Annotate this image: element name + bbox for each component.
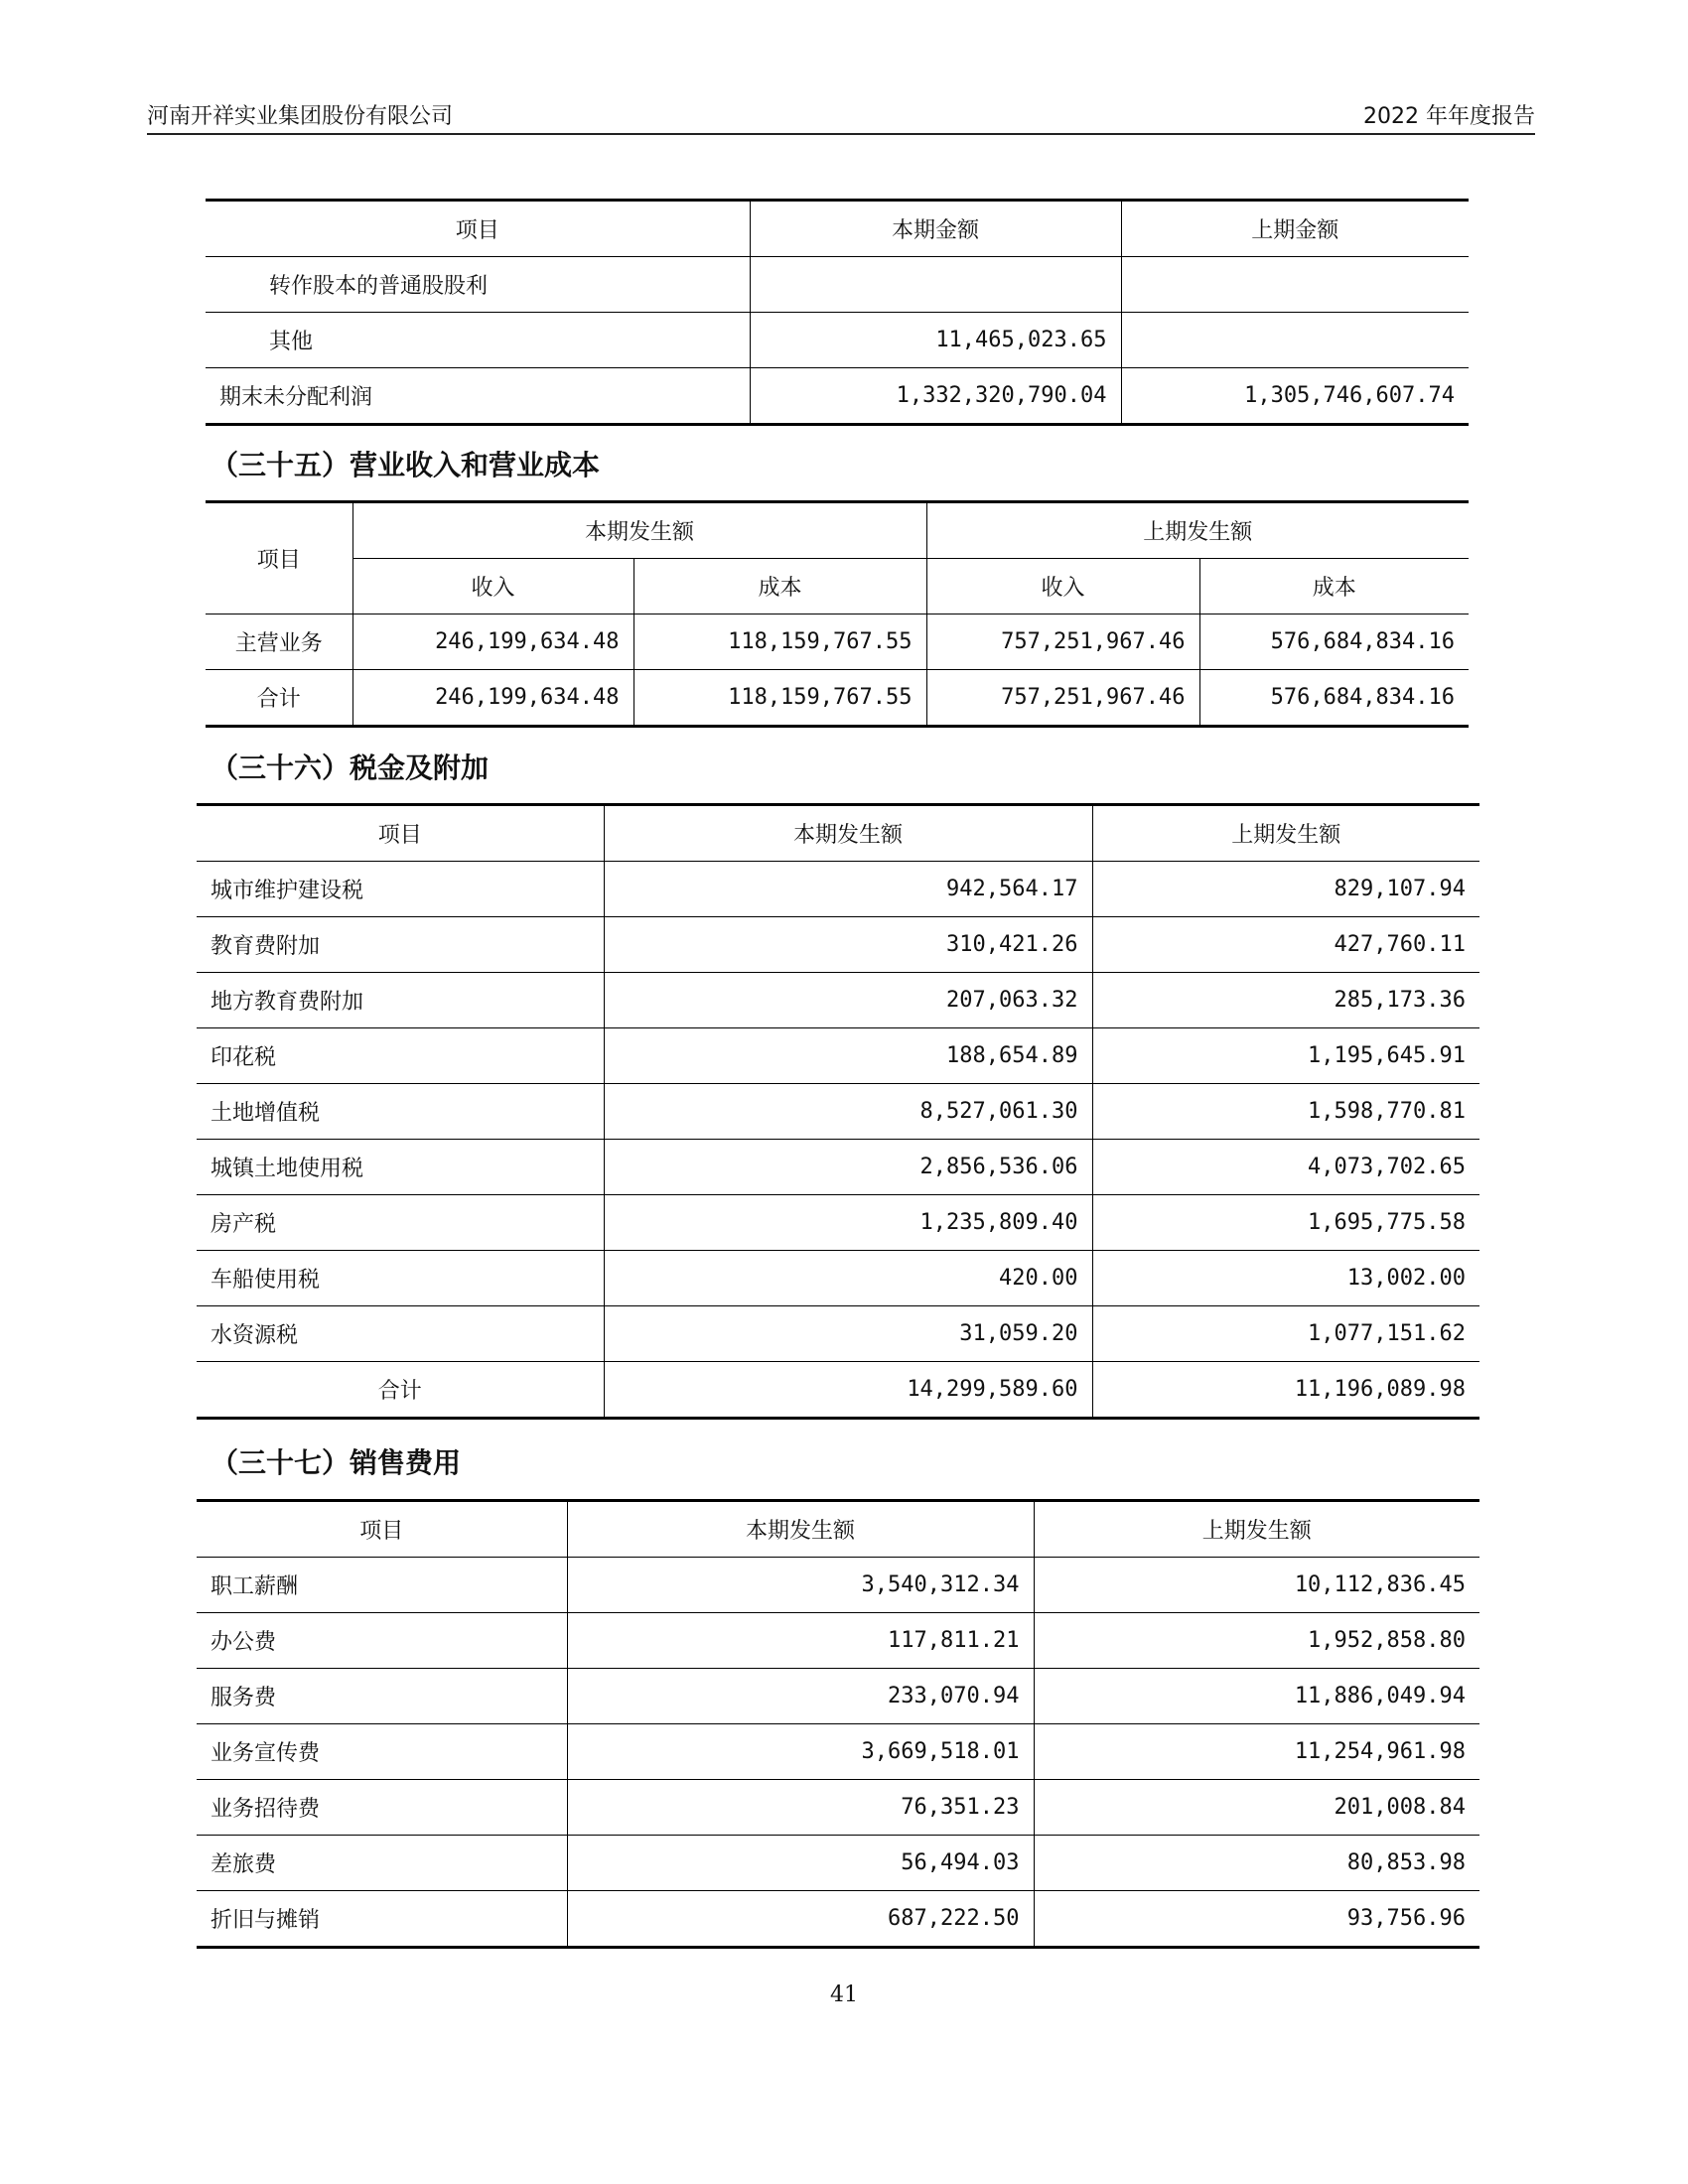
table-row	[197, 1891, 1479, 1948]
previous-amount: 80,853.98	[1034, 1836, 1479, 1891]
page-header	[147, 95, 1535, 135]
previous-amount: 1,195,645.91	[1092, 1028, 1479, 1084]
row-label: 房产税	[197, 1195, 604, 1251]
previous-cost: 576,684,834.16	[1199, 670, 1469, 727]
previous-amount: 201,008.84	[1034, 1780, 1479, 1836]
row-label: 办公费	[197, 1613, 567, 1669]
row-label: 业务宣传费	[197, 1724, 567, 1780]
current-amount: 207,063.32	[604, 973, 1092, 1028]
row-label: 业务招待费	[197, 1780, 567, 1836]
table-row	[197, 1780, 1479, 1836]
col-header-previous: 上期金额	[1121, 201, 1469, 257]
col-header-current: 本期发生额	[567, 1501, 1034, 1558]
previous-amount: 1,598,770.81	[1092, 1084, 1479, 1140]
table-row	[197, 1028, 1479, 1084]
section-title-36: （三十六）税金及附加	[211, 751, 490, 784]
previous-amount: 4,073,702.65	[1092, 1140, 1479, 1195]
table-taxes	[197, 803, 1479, 1420]
previous-amount: 13,002.00	[1092, 1251, 1479, 1306]
table-row	[197, 1613, 1479, 1669]
table-row	[206, 257, 1469, 313]
row-label: 转作股本的普通股股利	[206, 257, 750, 313]
current-cost: 118,159,767.55	[633, 670, 926, 727]
table-row	[197, 1836, 1479, 1891]
previous-income: 757,251,967.46	[926, 614, 1199, 670]
company-name: 河南开祥实业集团股份有限公司	[147, 104, 454, 129]
current-cost: 118,159,767.55	[633, 614, 926, 670]
table-row	[197, 862, 1479, 917]
current-amount: 687,222.50	[567, 1891, 1034, 1948]
previous-amount: 285,173.36	[1092, 973, 1479, 1028]
table-row	[206, 313, 1469, 368]
row-label: 车船使用税	[197, 1251, 604, 1306]
col-header-current: 本期发生额	[352, 502, 926, 559]
row-label: 土地增值税	[197, 1084, 604, 1140]
previous-amount: 11,886,049.94	[1034, 1669, 1479, 1724]
col-header-item: 项目	[197, 805, 604, 862]
table-row	[197, 1195, 1479, 1251]
current-amount: 188,654.89	[604, 1028, 1092, 1084]
col-header-previous-income: 收入	[926, 559, 1199, 614]
row-label: 折旧与摊销	[197, 1891, 567, 1948]
col-header-previous: 上期发生额	[1092, 805, 1479, 862]
current-amount: 1,332,320,790.04	[750, 368, 1121, 425]
current-amount: 117,811.21	[567, 1613, 1034, 1669]
previous-amount: 427,760.11	[1092, 917, 1479, 973]
previous-amount: 1,305,746,607.74	[1121, 368, 1469, 425]
table-profit-distribution	[206, 199, 1469, 426]
current-amount: 11,465,023.65	[750, 313, 1121, 368]
current-amount: 56,494.03	[567, 1836, 1034, 1891]
row-label: 职工薪酬	[197, 1558, 567, 1613]
current-amount: 3,669,518.01	[567, 1724, 1034, 1780]
current-amount: 8,527,061.30	[604, 1084, 1092, 1140]
col-header-previous: 上期发生额	[926, 502, 1469, 559]
current-amount: 420.00	[604, 1251, 1092, 1306]
table-row	[197, 1251, 1479, 1306]
previous-amount: 93,756.96	[1034, 1891, 1479, 1948]
page-number: 41	[830, 1982, 858, 2007]
current-amount: 2,856,536.06	[604, 1140, 1092, 1195]
table-selling-expenses	[197, 1499, 1479, 1949]
previous-amount: 11,196,089.98	[1092, 1362, 1479, 1419]
col-header-item: 项目	[197, 1501, 567, 1558]
table-row	[206, 368, 1469, 425]
row-label: 其他	[206, 313, 750, 368]
table-row	[197, 1306, 1479, 1362]
col-header-current-cost: 成本	[633, 559, 926, 614]
row-label: 期末未分配利润	[206, 368, 750, 425]
report-title: 2022 年年度报告	[1363, 104, 1535, 129]
table-row	[206, 614, 1469, 670]
table-row	[197, 1558, 1479, 1613]
current-income: 246,199,634.48	[352, 614, 633, 670]
row-label: 地方教育费附加	[197, 973, 604, 1028]
section-title-37: （三十七）销售费用	[211, 1446, 462, 1479]
current-amount: 14,299,589.60	[604, 1362, 1092, 1419]
previous-amount: 1,077,151.62	[1092, 1306, 1479, 1362]
previous-cost: 576,684,834.16	[1199, 614, 1469, 670]
current-income: 246,199,634.48	[352, 670, 633, 727]
current-amount	[750, 257, 1121, 313]
row-label: 水资源税	[197, 1306, 604, 1362]
previous-amount: 11,254,961.98	[1034, 1724, 1479, 1780]
current-amount: 3,540,312.34	[567, 1558, 1034, 1613]
col-header-current: 本期发生额	[604, 805, 1092, 862]
table-row	[197, 973, 1479, 1028]
current-amount: 31,059.20	[604, 1306, 1092, 1362]
previous-amount	[1121, 313, 1469, 368]
row-label: 教育费附加	[197, 917, 604, 973]
row-label: 城市维护建设税	[197, 862, 604, 917]
table-row	[206, 670, 1469, 727]
col-header-item: 项目	[206, 502, 352, 614]
table-revenue-cost	[206, 500, 1469, 728]
col-header-previous-cost: 成本	[1199, 559, 1469, 614]
row-label: 印花税	[197, 1028, 604, 1084]
previous-amount	[1121, 257, 1469, 313]
row-label: 合计	[197, 1362, 604, 1419]
col-header-current: 本期金额	[750, 201, 1121, 257]
row-label: 城镇土地使用税	[197, 1140, 604, 1195]
previous-amount: 829,107.94	[1092, 862, 1479, 917]
current-amount: 310,421.26	[604, 917, 1092, 973]
row-label: 主营业务	[206, 614, 352, 670]
current-amount: 942,564.17	[604, 862, 1092, 917]
table-row	[197, 1140, 1479, 1195]
previous-income: 757,251,967.46	[926, 670, 1199, 727]
current-amount: 233,070.94	[567, 1669, 1034, 1724]
current-amount: 1,235,809.40	[604, 1195, 1092, 1251]
col-header-previous: 上期发生额	[1034, 1501, 1479, 1558]
table-row	[197, 1724, 1479, 1780]
section-title-35: （三十五）营业收入和营业成本	[211, 449, 601, 481]
row-label: 合计	[206, 670, 352, 727]
previous-amount: 1,695,775.58	[1092, 1195, 1479, 1251]
col-header-item: 项目	[206, 201, 750, 257]
col-header-current-income: 收入	[352, 559, 633, 614]
table-row	[197, 1669, 1479, 1724]
current-amount: 76,351.23	[567, 1780, 1034, 1836]
row-label: 差旅费	[197, 1836, 567, 1891]
previous-amount: 1,952,858.80	[1034, 1613, 1479, 1669]
table-row	[197, 1084, 1479, 1140]
table-row	[197, 917, 1479, 973]
row-label: 服务费	[197, 1669, 567, 1724]
table-row-total	[197, 1362, 1479, 1419]
previous-amount: 10,112,836.45	[1034, 1558, 1479, 1613]
